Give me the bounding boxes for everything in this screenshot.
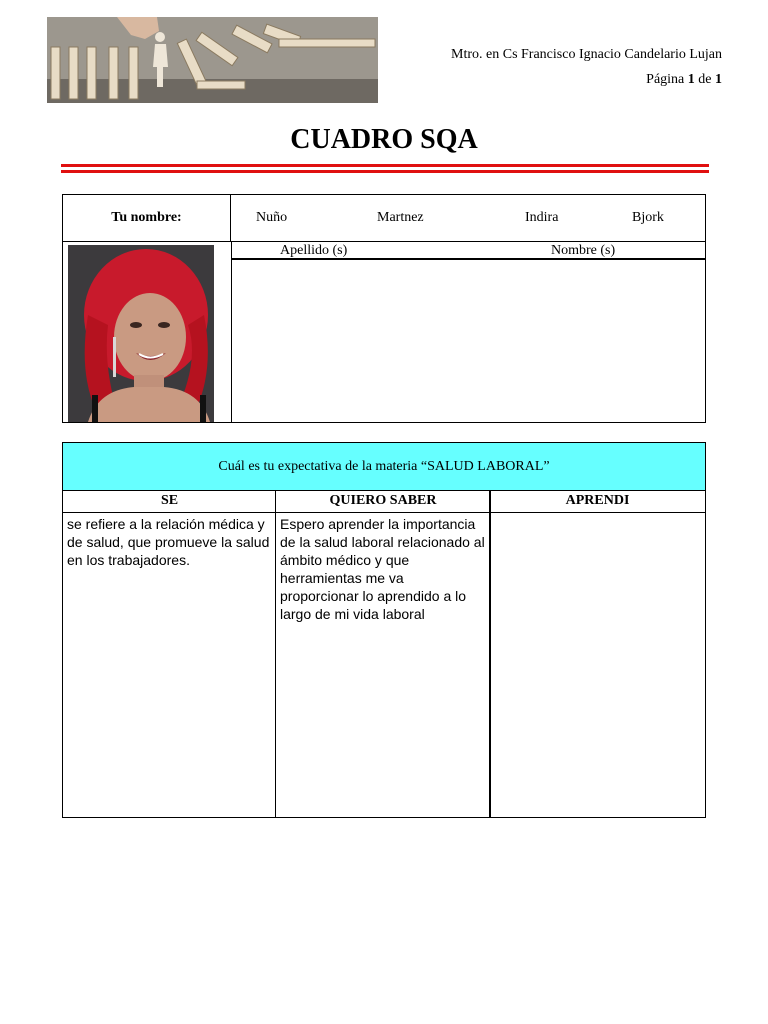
nombre-segundo: Bjork: [632, 210, 664, 225]
student-photo: [68, 245, 214, 422]
photo-cell: [63, 241, 231, 423]
nombre-primero: Indira: [525, 210, 559, 225]
column-header-aprendi: APRENDI: [490, 490, 705, 513]
name-captions: [231, 241, 705, 260]
page-total: 1: [715, 72, 722, 87]
name-values: [231, 195, 705, 241]
title-divider-top: [61, 164, 709, 167]
page-current: 1: [687, 72, 695, 87]
column-text-quiero-saber: Espero aprender la importancia de la salud laboral relacionado al ámbito médico y que herramientas me va proporcionar lo aprendido a lo largo de mi vida laboral: [280, 516, 485, 622]
title-divider-bottom: [61, 170, 709, 173]
apellido-caption: Apellido (s): [280, 243, 348, 258]
column-divider: [489, 490, 491, 817]
column-header-quiero-saber: QUIERO SABER: [276, 490, 490, 513]
sqa-table: [62, 442, 706, 818]
apellido-materno: Martnez: [377, 210, 424, 225]
name-blank-area: [231, 260, 705, 422]
column-divider: [275, 490, 276, 817]
header-dominoes-image: [47, 17, 378, 103]
column-header-se: SE: [63, 490, 276, 513]
page-indicator: [646, 72, 722, 88]
column-text-se: se refiere a la relación médica y de salud, que promueve la salud en los trabajadores.: [67, 516, 270, 568]
author-name: Mtro. en Cs Francisco Ignacio Candelario Lujan: [451, 47, 722, 62]
apellido-paterno: Nuño: [256, 210, 288, 225]
column-text-aprendi: [490, 513, 705, 817]
name-label: Tu nombre:: [63, 195, 231, 241]
name-section: [62, 194, 706, 423]
page-of: de: [698, 72, 712, 87]
nombre-caption: Nombre (s): [551, 243, 616, 258]
expectation-question: Cuál es tu expectativa de la materia “SALUD LABORAL”: [63, 443, 705, 491]
page-label: Página: [646, 72, 685, 87]
document-title: CUADRO SQA: [290, 124, 478, 155]
